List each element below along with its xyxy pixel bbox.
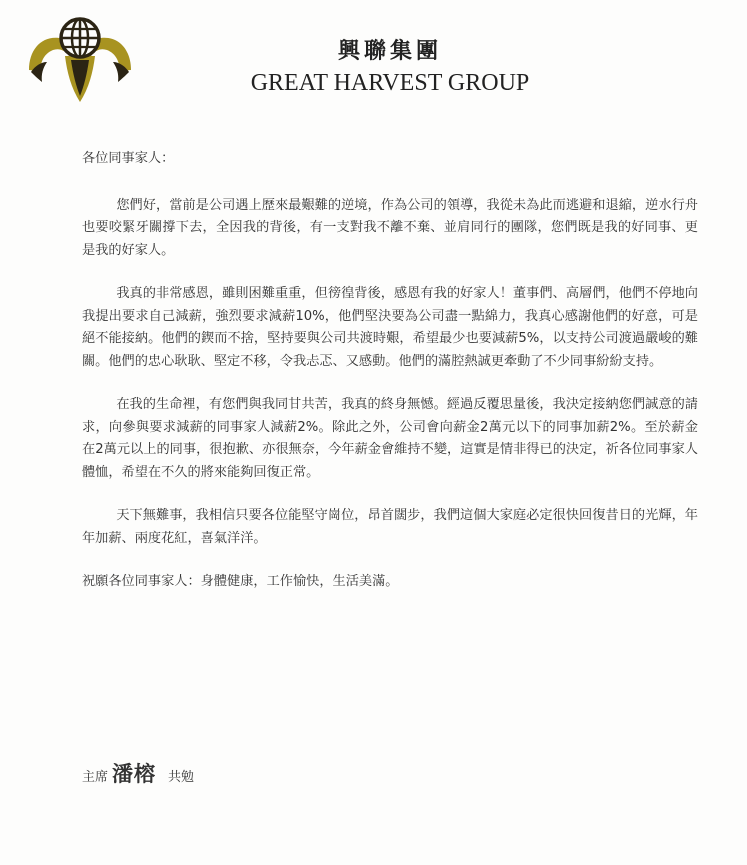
paragraph-3: 在我的生命裡，有您們與我同甘共苦，我真的終身無憾。經過反覆思量後，我決定接納您們誠意的請求，向參與要求減薪的同事家人減薪2%。除此之外，公司會向薪金2萬元以下的同事加薪2%。至於薪金在2萬元以上的同事，很抱歉、亦很無奈，今年薪金會維持不變，這實是情非得已的決定，祈各位同事家人體恤，希望在不久的將來能夠回復正常。: [82, 397, 698, 480]
signer-title: 主席: [82, 770, 109, 785]
signer-name: 潘榕: [112, 761, 157, 786]
salutation: 各位同事家人：: [82, 151, 175, 166]
signature-closing: 共勉: [168, 770, 195, 785]
letterhead: [200, 38, 580, 98]
paragraph-1: 您們好，當前是公司遇上歷來最艱難的逆境，作為公司的領導，我從未為此而逃避和退縮，逆水行舟也要咬緊牙關撐下去，全因我的背後，有一支對我不離不棄、並肩同行的團隊，您們既是我的好同事、更是我的好家人。: [82, 197, 698, 258]
company-name-chinese: 興聯集團: [337, 39, 442, 64]
letter-body: [82, 148, 698, 594]
paragraph-2: 我真的非常感恩，雖則困難重重，但徬徨背後，感恩有我的好家人！董事們、高層們，他們不停地向我提出要求自己減薪，強烈要求減薪10%，他們堅決要為公司盡一點綿力，我真心感謝他們的好意，可是絕不能接納。他們的鍥而不捨，堅持要與公司共渡時艱，希望最少也要減薪5%，以支持公司渡過嚴峻的難關。他們的忠心耿耿、堅定不移，令我忐忑、又感動。他們的滿腔熱誠更牽動了不少同事紛紛支持。: [82, 286, 698, 369]
closing-wish: 祝願各位同事家人：身體健康，工作愉快，生活美滿。: [82, 574, 399, 589]
signature-block: [82, 758, 194, 788]
company-name-english: GREAT HARVEST GROUP: [250, 70, 530, 96]
globe-crest-logo-icon: [27, 10, 133, 104]
paragraph-4: 天下無難事，我相信只要各位能堅守崗位，昂首闊步，我們這個大家庭必定很快回復昔日的光輝，年年加薪、兩度花紅，喜氣洋洋。: [82, 508, 698, 546]
